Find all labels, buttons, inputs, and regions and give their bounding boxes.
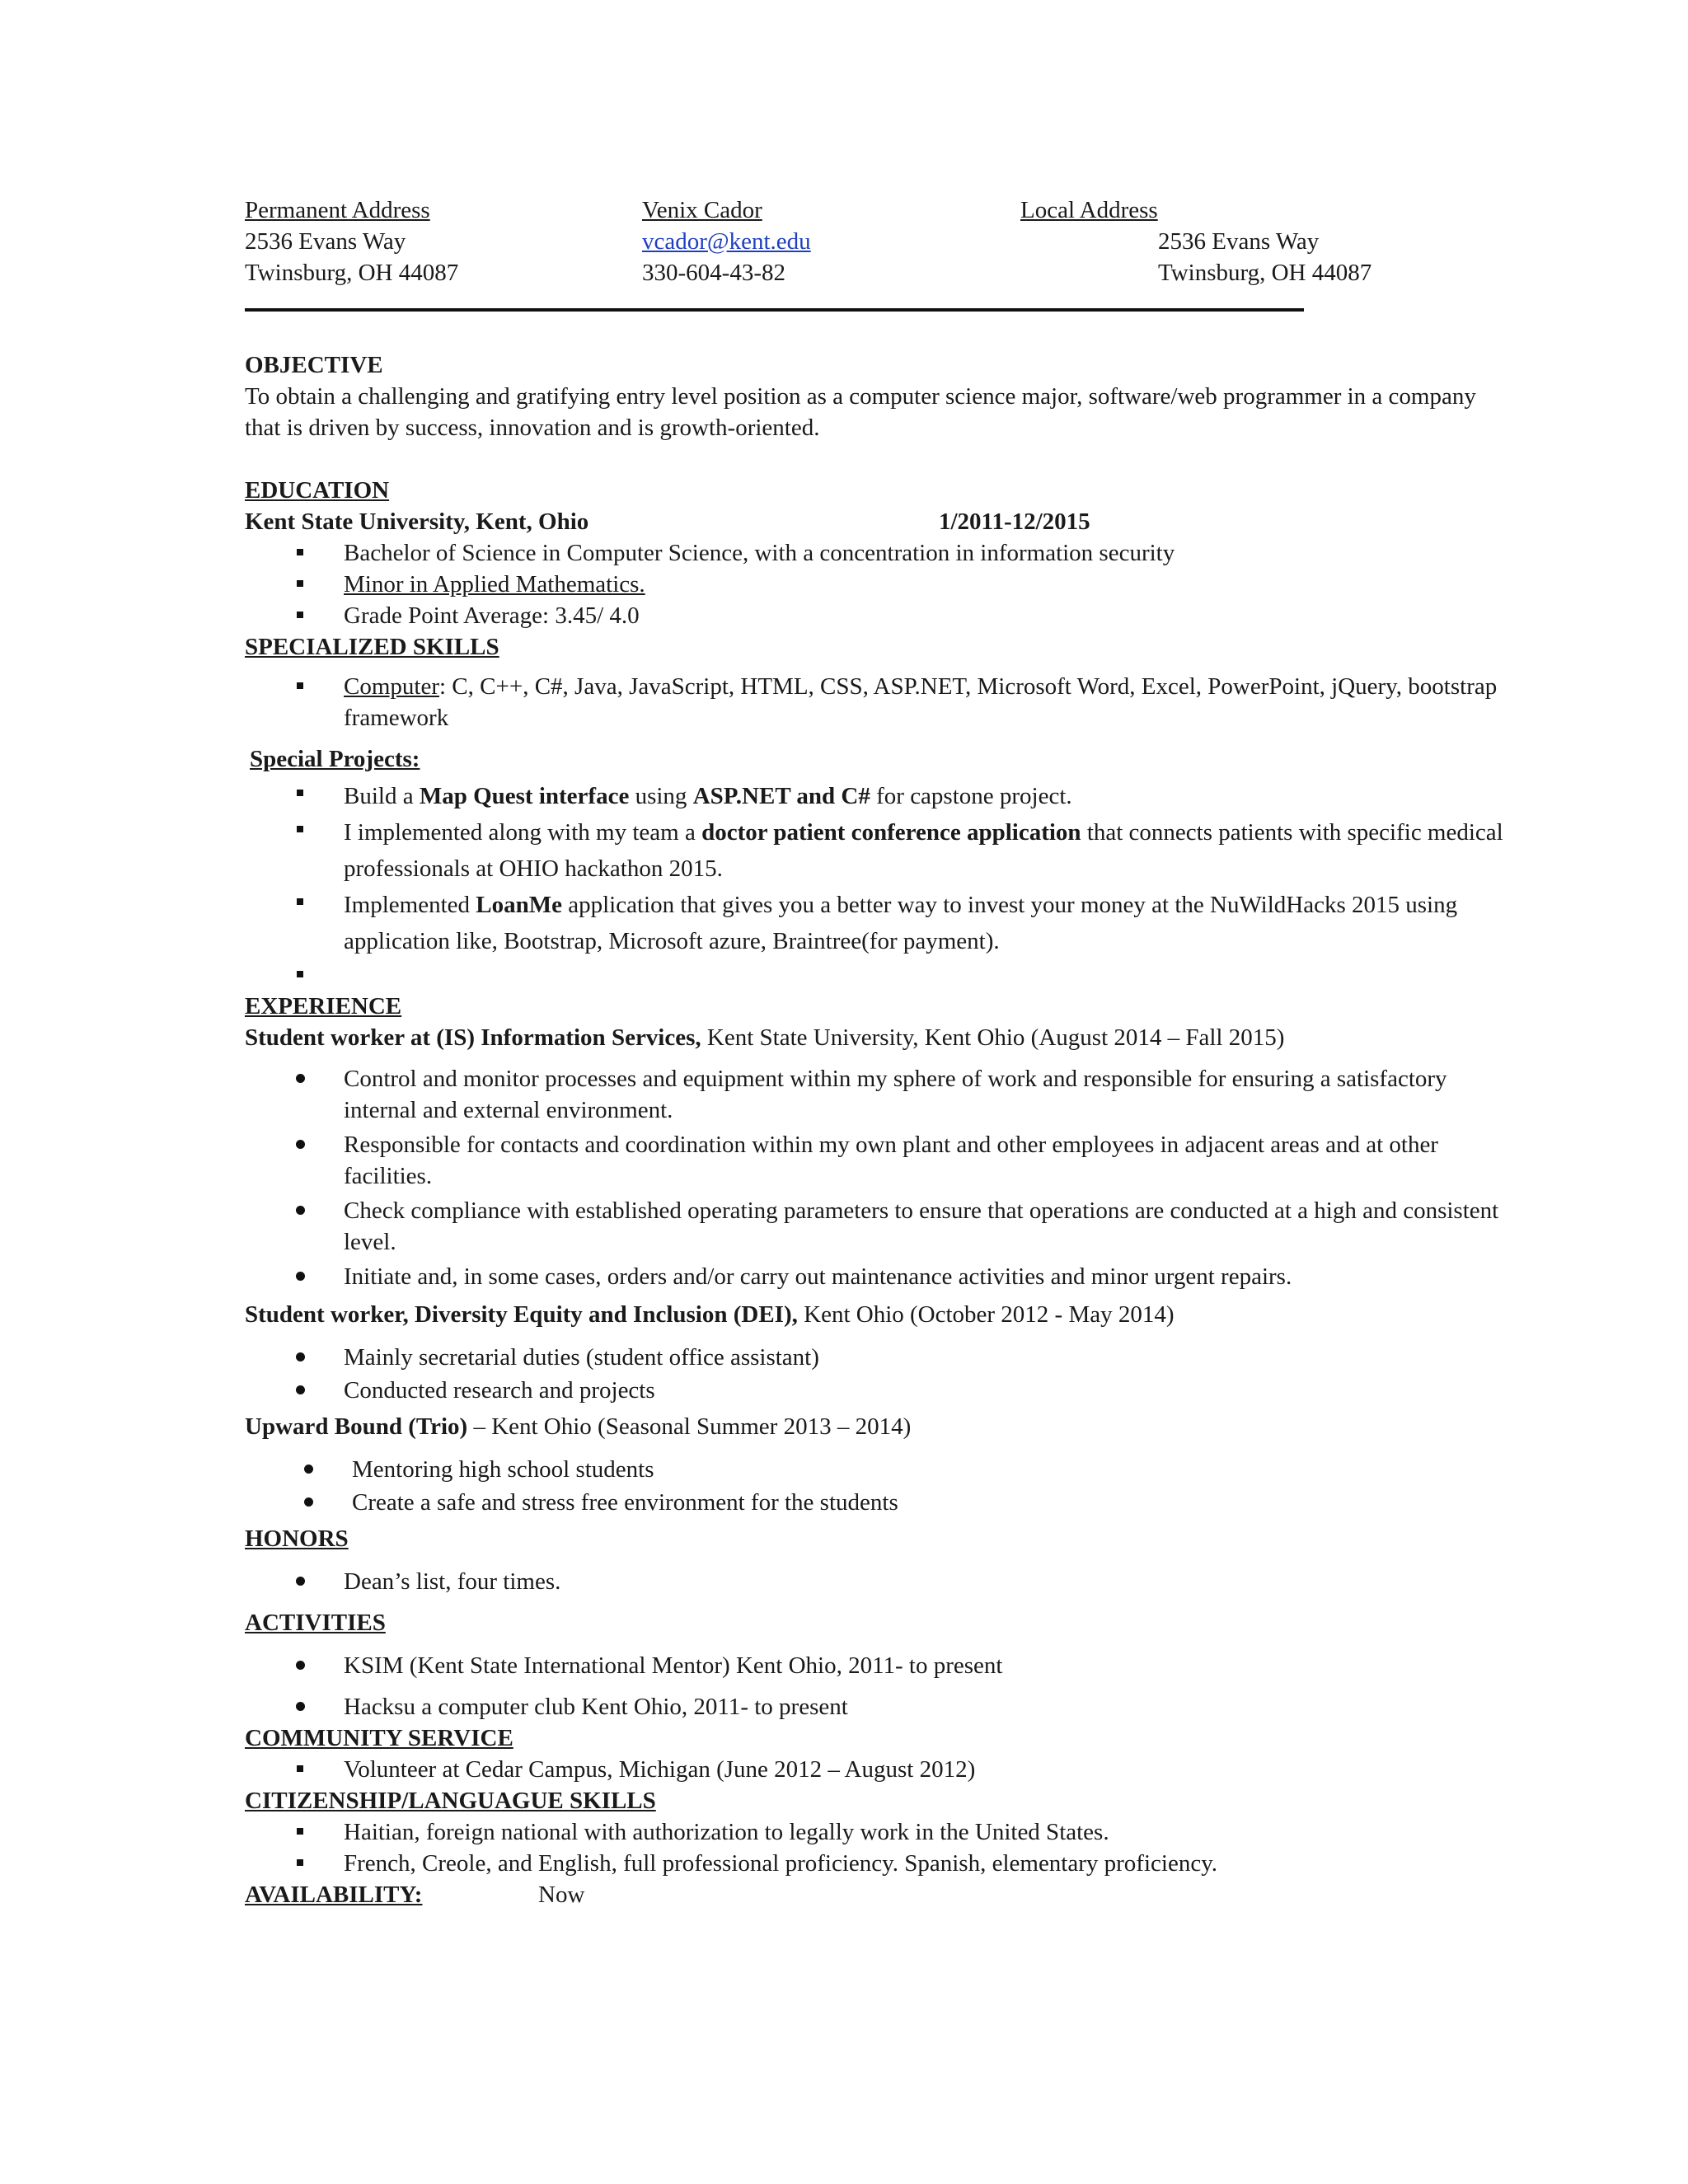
projects-title: Special Projects: bbox=[250, 746, 420, 772]
job-1-item: Responsible for contacts and coordination within my own plant and other employees in adjacent areas and at other facilities. bbox=[245, 1129, 1514, 1192]
education-list bbox=[245, 537, 1531, 631]
job-2-role: Student worker, Diversity Equity and Inclusion (DEI), bbox=[245, 1301, 798, 1328]
community-item: Volunteer at Cedar Campus, Michigan (June 2012 – August 2012) bbox=[245, 1754, 1531, 1785]
project-text: Build a bbox=[344, 783, 420, 809]
citizenship-item: French, Creole, and English, full professional proficiency. Spanish, elementary proficiency. bbox=[245, 1848, 1531, 1879]
education-school: Kent State University, Kent, Ohio bbox=[245, 509, 589, 535]
project-item bbox=[245, 778, 1514, 814]
project-text: Implemented bbox=[344, 892, 476, 918]
project-text: that connects patients with specific medical professionals at OHIO hackathon 2015. bbox=[344, 819, 1503, 882]
availability-row bbox=[245, 1879, 1531, 1910]
header-divider bbox=[245, 308, 1304, 312]
education-item bbox=[245, 569, 1531, 600]
education-item-text: Minor in Applied Mathematics. bbox=[344, 571, 645, 598]
job-1-title bbox=[245, 1022, 1531, 1053]
job-1-list bbox=[245, 1063, 1514, 1292]
permanent-street: 2536 Evans Way bbox=[245, 228, 406, 255]
job-3-list bbox=[245, 1454, 1531, 1518]
community-title: COMMUNITY SERVICE bbox=[245, 1725, 513, 1751]
job-3-details: – Kent Ohio (Seasonal Summer 2013 – 2014) bbox=[467, 1413, 912, 1440]
project-bold: ASP.NET and C# bbox=[692, 783, 870, 809]
project-text: application that gives you a better way to invest your money at the NuWildHacks 2015 using application like, Bootstrap, Microsoft azure, Braintree(for payment). bbox=[344, 892, 1458, 954]
project-bold: doctor patient conference application bbox=[701, 819, 1081, 846]
header-row-3 bbox=[245, 257, 1531, 288]
header-divider-wrap bbox=[245, 288, 1531, 318]
experience-title: EXPERIENCE bbox=[245, 993, 402, 1019]
header-row-1 bbox=[245, 194, 1531, 226]
job-3-item: Create a safe and stress free environment for the students bbox=[245, 1487, 1531, 1518]
email-link[interactable]: vcador@kent.edu bbox=[642, 228, 811, 255]
activities-item: KSIM (Kent State International Mentor) Kent Ohio, 2011- to present bbox=[245, 1650, 1531, 1681]
skills-list bbox=[245, 671, 1531, 733]
phone-number: 330-604-43-82 bbox=[642, 260, 785, 286]
honors-title: HONORS bbox=[245, 1526, 349, 1552]
citizenship-title: CITIZENSHIP/LANGUAGUE SKILLS bbox=[245, 1788, 656, 1814]
local-street: 2536 Evans Way bbox=[1158, 228, 1320, 255]
job-1-role: Student worker at (IS) Information Services, bbox=[245, 1024, 701, 1051]
project-bold: Map Quest interface bbox=[419, 783, 630, 809]
availability-label: AVAILABILITY: bbox=[245, 1882, 423, 1908]
project-item bbox=[245, 887, 1514, 959]
education-title: EDUCATION bbox=[245, 477, 390, 504]
local-address-label: Local Address bbox=[1020, 197, 1158, 223]
objective-text: To obtain a challenging and gratifying entry level position as a computer science major, software/web programmer in a company that is driven by success, innovation and is growth-oriented. bbox=[245, 383, 1476, 441]
project-text: for capstone project. bbox=[870, 783, 1072, 809]
job-3-item: Mentoring high school students bbox=[245, 1454, 1531, 1485]
honors-list bbox=[245, 1566, 1531, 1597]
job-1-item: Control and monitor processes and equipment within my sphere of work and responsible for ensuring a satisfactory internal and external environment. bbox=[245, 1063, 1514, 1126]
skills-item bbox=[245, 671, 1514, 733]
education-dates: 1/2011-12/2015 bbox=[939, 509, 1090, 535]
local-city: Twinsburg, OH 44087 bbox=[1158, 260, 1372, 286]
job-2-title bbox=[245, 1299, 1531, 1330]
education-school-row bbox=[245, 506, 1531, 537]
job-1-item: Check compliance with established operating parameters to ensure that operations are conducted at a high and consistent level. bbox=[245, 1195, 1514, 1258]
activities-title: ACTIVITIES bbox=[245, 1610, 386, 1636]
permanent-address-label: Permanent Address bbox=[245, 197, 430, 223]
job-1-details: Kent State University, Kent Ohio (August 2014 – Fall 2015) bbox=[701, 1024, 1285, 1051]
community-list bbox=[245, 1754, 1531, 1785]
header-row-2 bbox=[245, 226, 1531, 257]
citizenship-item: Haitian, foreign national with authorization to legally work in the United States. bbox=[245, 1816, 1531, 1848]
citizenship-list bbox=[245, 1816, 1531, 1879]
job-3-title bbox=[245, 1411, 1531, 1442]
skills-label: Computer bbox=[344, 673, 439, 700]
job-2-item: Mainly secretarial duties (student office assistant) bbox=[245, 1342, 1531, 1373]
resume-page bbox=[245, 194, 1531, 1910]
job-2-list bbox=[245, 1342, 1531, 1406]
activities-item: Hacksu a computer club Kent Ohio, 2011- to present bbox=[245, 1691, 1531, 1722]
project-item bbox=[245, 814, 1514, 887]
job-2-details: Kent Ohio (October 2012 - May 2014) bbox=[797, 1301, 1175, 1328]
activities-list bbox=[245, 1650, 1531, 1722]
project-text: using bbox=[629, 783, 693, 809]
availability-value: Now bbox=[538, 1882, 585, 1908]
honors-item: Dean’s list, four times. bbox=[245, 1566, 1531, 1597]
education-item: Grade Point Average: 3.45/ 4.0 bbox=[245, 600, 1531, 631]
skills-title: SPECIALIZED SKILLS bbox=[245, 634, 499, 660]
objective-title: OBJECTIVE bbox=[245, 352, 383, 378]
skills-text: : C, C++, C#, Java, JavaScript, HTML, CSS, ASP.NET, Microsoft Word, Excel, PowerPoint, jQuery, bootstrap framework bbox=[344, 673, 1498, 731]
project-item-empty bbox=[245, 959, 1514, 991]
education-item: Bachelor of Science in Computer Science, with a concentration in information security bbox=[245, 537, 1531, 569]
job-3-role: Upward Bound (Trio) bbox=[245, 1413, 468, 1440]
job-1-item: Initiate and, in some cases, orders and/or carry out maintenance activities and minor urgent repairs. bbox=[245, 1261, 1514, 1292]
projects-list bbox=[245, 778, 1514, 991]
applicant-name: Venix Cador bbox=[642, 197, 762, 223]
project-text: I implemented along with my team a bbox=[344, 819, 702, 846]
job-2-item: Conducted research and projects bbox=[245, 1375, 1531, 1406]
permanent-city: Twinsburg, OH 44087 bbox=[245, 260, 459, 286]
project-bold: LoanMe bbox=[476, 892, 562, 918]
